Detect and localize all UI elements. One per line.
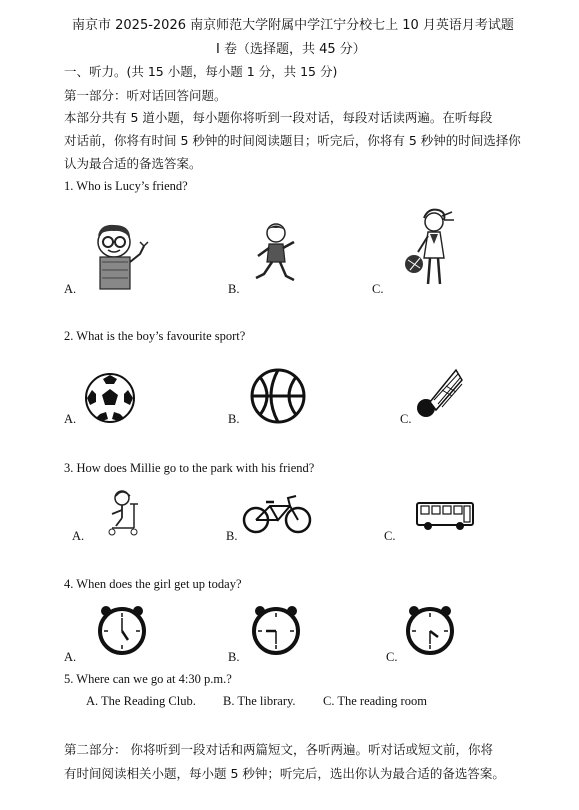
volume-label: I 卷（选择题，共 45 分） xyxy=(216,42,366,57)
boy-with-glasses-icon xyxy=(88,220,150,292)
question-5: 5. Where can we go at 4:30 p.m.? xyxy=(64,672,232,686)
q3-option-b[interactable]: B. xyxy=(226,529,238,543)
bus-icon xyxy=(416,502,474,532)
exam-title: 南京市 2025-2026 南京师范大学附属中学江宁分校七上 10 月英语月考试题 xyxy=(72,18,514,33)
q4-option-c[interactable]: C. xyxy=(386,650,398,664)
q3-option-a[interactable]: A. xyxy=(72,529,85,543)
q2-option-b[interactable]: B. xyxy=(228,412,240,426)
alarm-clock-icon xyxy=(96,604,148,656)
girl-with-ball-icon xyxy=(400,208,458,290)
q5-option-c[interactable]: C. The reading room xyxy=(323,694,427,708)
alarm-clock-icon xyxy=(250,604,302,656)
q2-option-c[interactable]: C. xyxy=(400,412,412,426)
question-2: 2. What is the boy’s favourite sport? xyxy=(64,329,246,343)
part2-intro-line1: 第二部分： 你将听到一段对话和两篇短文，各听两遍。听对话或短文前，你将 xyxy=(64,742,493,757)
q1-option-b[interactable]: B. xyxy=(228,282,240,296)
question-4: 4. When does the girl get up today? xyxy=(64,577,242,591)
question-3: 3. How does Millie go to the park with his friend? xyxy=(64,461,315,475)
question-1: 1. Who is Lucy’s friend? xyxy=(64,179,188,193)
basketball-icon xyxy=(250,368,306,424)
q5-option-b[interactable]: B. The library. xyxy=(223,694,296,708)
part1-intro-line1: 本部分共有 5 道小题，每小题你将听到一段对话，每段对话读两遍。在听每段 xyxy=(64,110,493,125)
q2-option-a[interactable]: A. xyxy=(64,412,77,426)
scooter-icon xyxy=(104,490,144,536)
q1-option-a[interactable]: A. xyxy=(64,282,77,296)
part1-intro-line2: 对话前，你将有时间 5 秒钟的时间阅读题目；听完后，你将有 5 秒钟的时间选择你 xyxy=(64,133,521,148)
part2-intro-line2: 有时间阅读相关小题，每小题 5 秒钟；听完后，选出你认为最合适的备选答案。 xyxy=(64,766,505,781)
section-heading: 一、听力。(共 15 小题，每小题 1 分，共 15 分) xyxy=(64,64,338,79)
running-child-icon xyxy=(252,222,302,288)
q4-option-a[interactable]: A. xyxy=(64,650,77,664)
soccer-ball-icon xyxy=(84,372,136,424)
q3-option-c[interactable]: C. xyxy=(384,529,396,543)
shuttlecock-icon xyxy=(412,366,464,422)
part1-title: 第一部分：听对话回答问题。 xyxy=(64,88,227,103)
q4-option-b[interactable]: B. xyxy=(228,650,240,664)
part1-intro-line3: 认为最合适的备选答案。 xyxy=(64,156,202,171)
bicycle-icon xyxy=(242,494,312,534)
alarm-clock-icon xyxy=(404,604,456,656)
q1-option-c[interactable]: C. xyxy=(372,282,384,296)
q5-option-a[interactable]: A. The Reading Club. xyxy=(86,694,196,708)
